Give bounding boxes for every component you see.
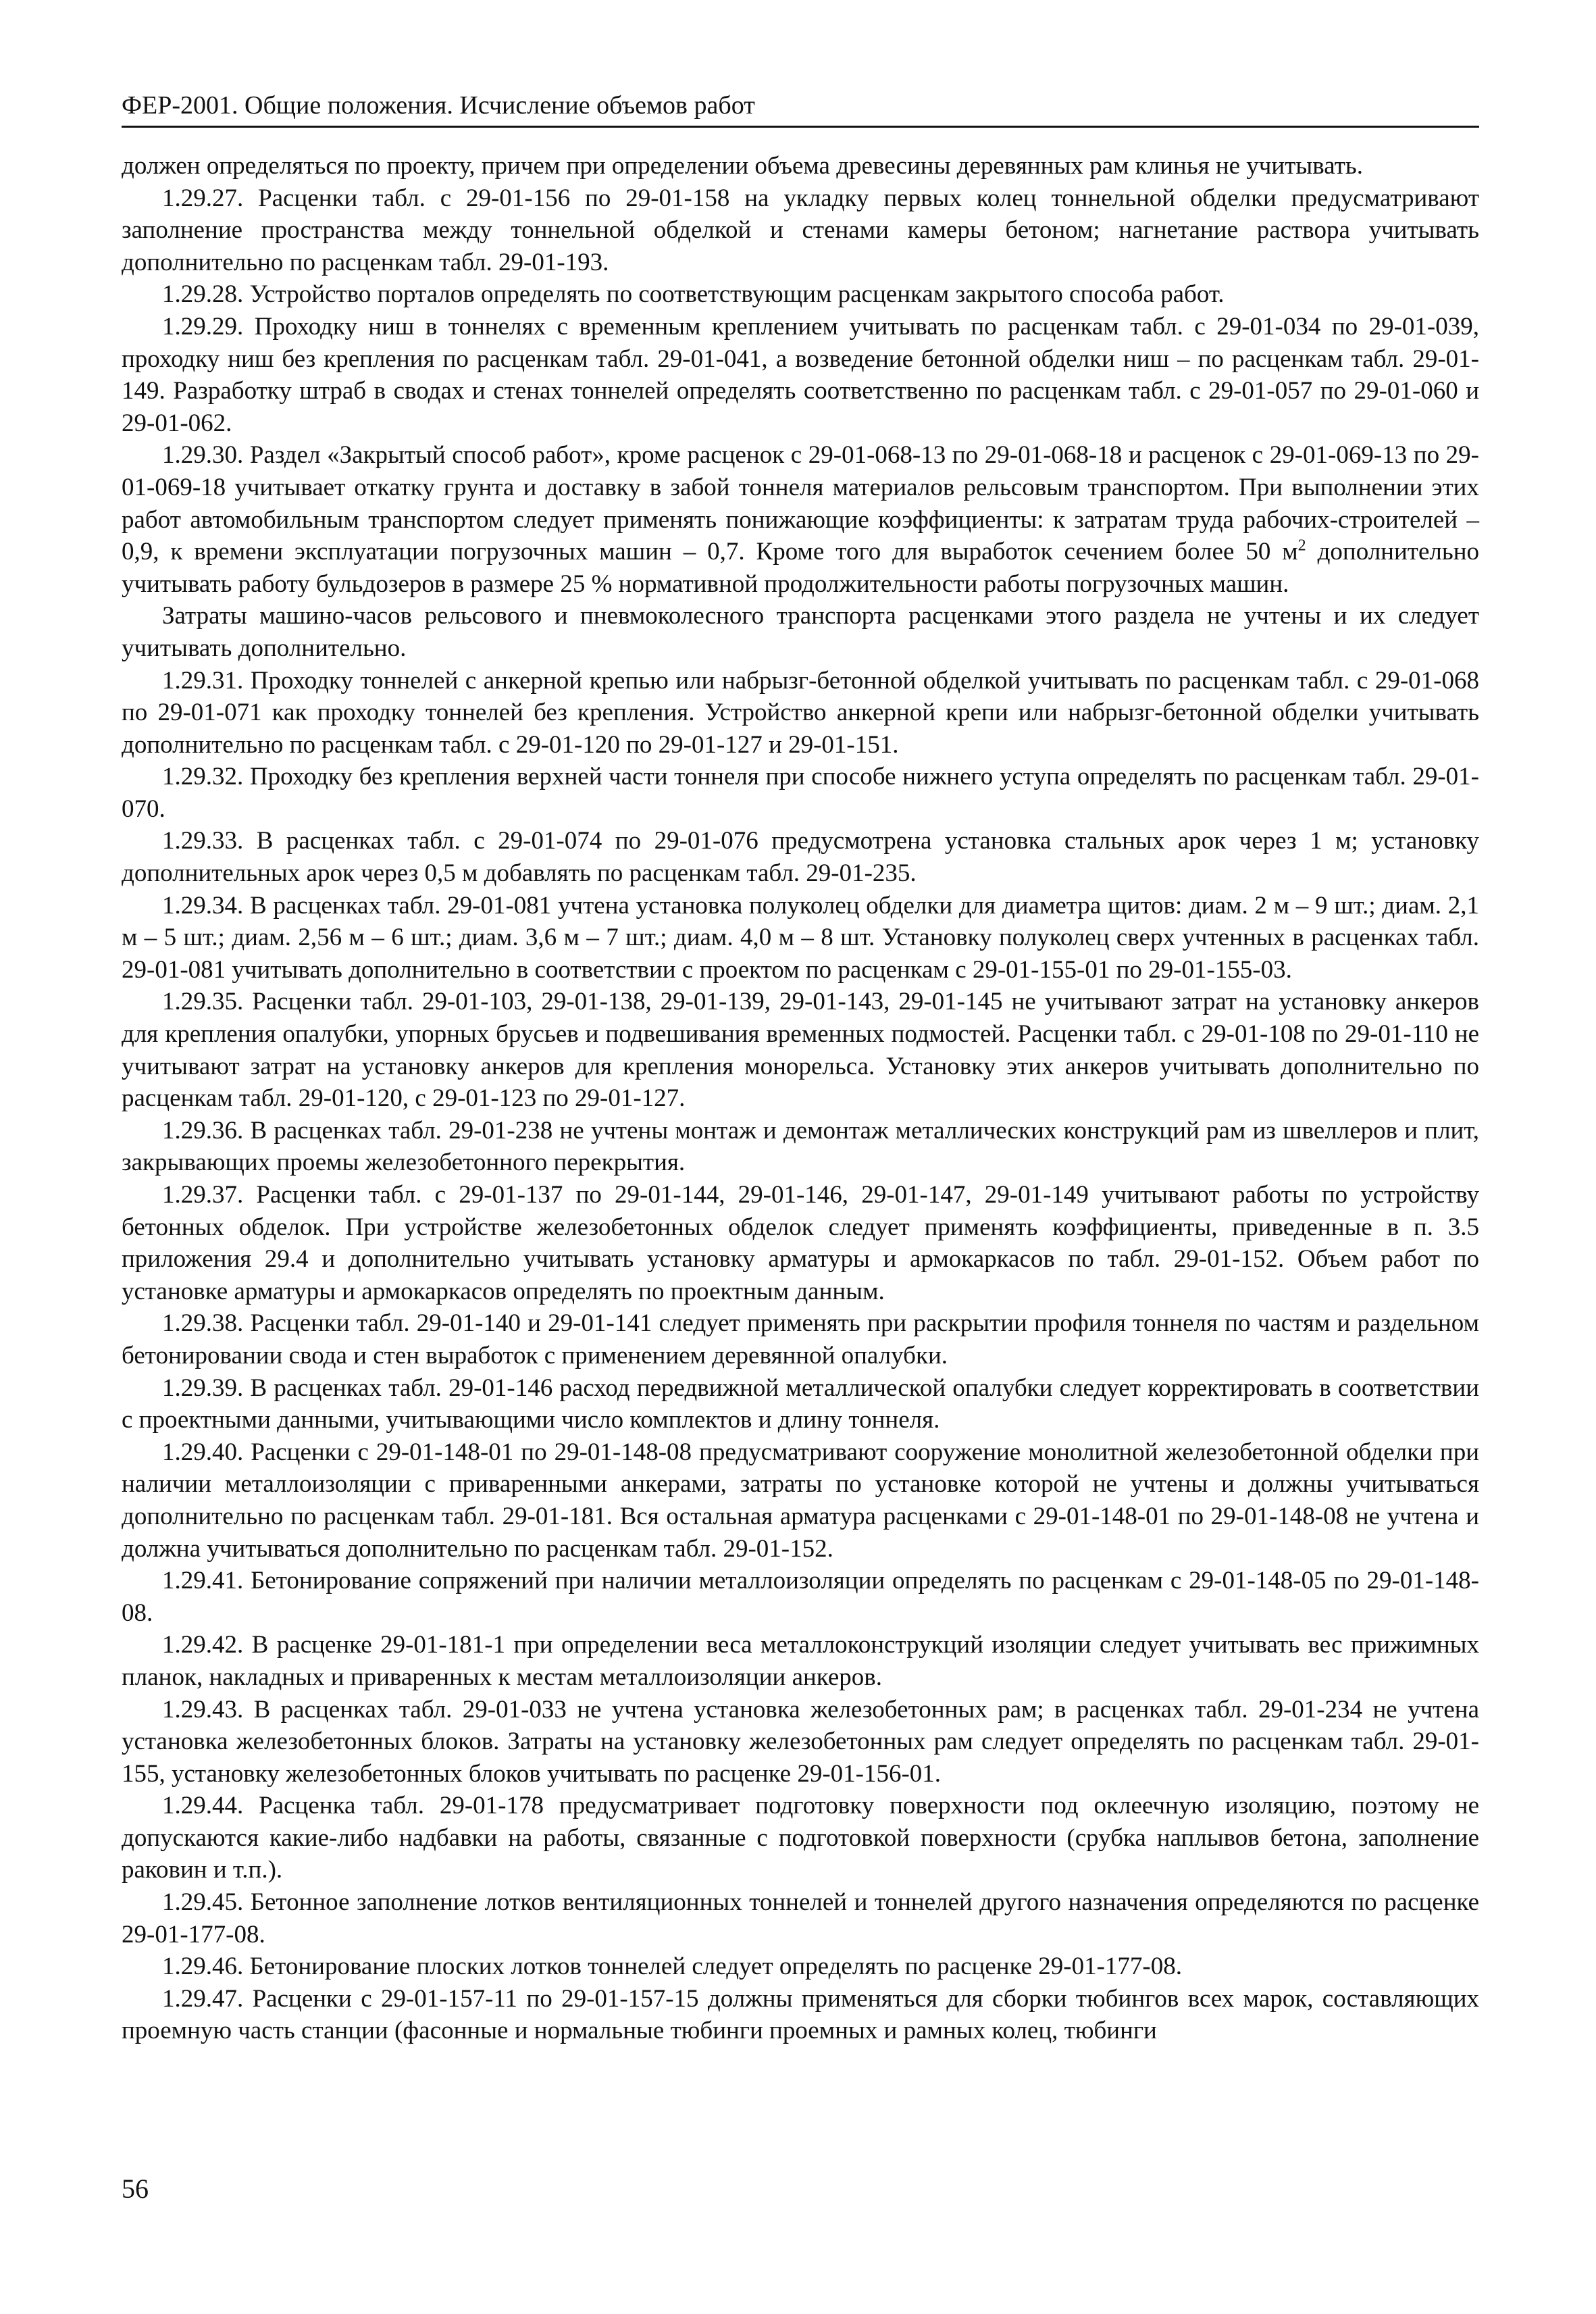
superscript: 2 — [1297, 536, 1306, 555]
page-body — [122, 150, 1479, 2047]
paragraph-1-29-30-cont — [122, 600, 1479, 664]
paragraph-text: 1.29.42. В расценке 29-01-181-1 при определении веса металлоконструкций изоляции следует учитывать вес прижимных планок, накладных и приваренных к местам металлоизоляции анкеров. — [122, 1631, 1479, 1691]
paragraph-1-29-46 — [122, 1951, 1479, 1983]
paragraph-1-29-28 — [122, 278, 1479, 311]
paragraph-text: 1.29.36. В расценках табл. 29-01-238 не учтены монтаж и демонтаж металлических конструкций рам из швеллеров и плит, закрывающих проемы железобетонного перекрытия. — [122, 1116, 1479, 1177]
paragraph-1-29-40 — [122, 1436, 1479, 1565]
paragraph-text: 1.29.39. В расценках табл. 29-01-146 расход передвижной металлической опалубки следует корректировать в соответствии с проектными данными, учитывающими число комплектов и длину тоннеля. — [122, 1374, 1479, 1434]
paragraph-text: 1.29.43. В расценках табл. 29-01-033 не учтена установка железобетонных рам; в расценках табл. 29-01-234 не учтена установка железобетонных блоков. Затраты на установку железобетонных рам следует определять по расценкам табл. 29-01-155, установку железобетонных блоков учитывать по расценке 29-01-156-01. — [122, 1695, 1479, 1788]
paragraph-1-29-35 — [122, 986, 1479, 1114]
paragraph-text: 1.29.37. Расценки табл. с 29-01-137 по 29-01-144, 29-01-146, 29-01-147, 29-01-149 учитывают работы по устройству бетонных обделок. При устройстве железобетонных обделок следует применять коэффициенты, приведенные в п. 3.5 приложения 29.4 и дополнительно учитывать установку арматуры и армокаркасов по табл. 29-01-152. Объем работ по установке арматуры и армокаркасов определять по проектным данным. — [122, 1181, 1479, 1305]
paragraph-text: 1.29.27. Расценки табл. с 29-01-156 по 29-01-158 на укладку первых колец тоннельной обделки предусматривают заполнение пространства между тоннельной обделкой и стенами камеры бетоном; нагнетание раствора учитывать дополнительно по расценкам табл. 29-01-193. — [122, 184, 1479, 276]
paragraph-text: 1.29.30. Раздел «Закрытый способ работ», кроме расценок с 29-01-068-13 по 29-01-068-18 и расценок с 29-01-069-13 по 29-01-069-18 учитывает откатку грунта и доставку в забой тоннеля материалов рельсовым транспортом. При выполнении этих работ автомобильным транспортом следует применять понижающие коэффициенты: к затратам труда рабочих-строителей – 0,9, к времени эксплуатации погрузочных машин – 0,7. Кроме того для выработок сечением более 50 м — [122, 441, 1479, 566]
paragraph-1-29-30 — [122, 439, 1479, 600]
paragraph-text: 1.29.46. Бетонирование плоских лотков тоннелей следует определять по расценке 29-01-177-08. — [162, 1953, 1182, 1981]
paragraph-text: 1.29.34. В расценках табл. 29-01-081 учтена установка полуколец обделки для диаметра щитов: диам. 2 м – 9 шт.; диам. 2,1 м – 5 шт.; диам. 2,56 м – 6 шт.; диам. 3,6 м – 7 шт.; диам. 4,0 м – 8 шт. Установку полуколец сверх учтенных в расценках табл. 29-01-081 учитывать дополнительно в соответствии с проектом по расценкам с 29-01-155-01 по 29-01-155-03. — [122, 891, 1479, 984]
paragraph-text: 1.29.47. Расценки с 29-01-157-11 по 29-01-157-15 должны применяться для сборки тюбингов всех марок, составляющих проемную часть станции (фасонные и нормальные тюбинги проемных и рамных колец, тюбинги — [122, 1984, 1479, 2045]
paragraph-1-29-32 — [122, 761, 1479, 825]
paragraph-1-29-44 — [122, 1790, 1479, 1886]
page-header — [122, 88, 1479, 128]
paragraph-text: 1.29.33. В расценках табл. с 29-01-074 по 29-01-076 предусмотрена установка стальных арок через 1 м; установку дополнительных арок через 0,5 м добавлять по расценкам табл. 29-01-235. — [122, 827, 1479, 888]
paragraph-text: 1.29.32. Проходку без крепления верхней части тоннеля при способе нижнего уступа определять по расценкам табл. 29-01-070. — [122, 763, 1479, 823]
paragraph-1-29-38 — [122, 1307, 1479, 1372]
paragraph-1-29-33 — [122, 825, 1479, 889]
paragraph-text: должен определяться по проекту, причем при определении объема древесины деревянных рам клинья не учитывать. — [122, 152, 1363, 180]
paragraph-text: 1.29.29. Проходку ниш в тоннелях с временным креплением учитывать по расценкам табл. с 29-01-034 по 29-01-039, проходку ниш без крепления по расценкам табл. 29-01-041, а возведение бетонной обделки ниш – по расценкам табл. 29-01-149. Разработку штраб в сводах и стенах тоннелей определять соответственно по расценкам табл. с 29-01-057 по 29-01-060 и 29-01-062. — [122, 312, 1479, 437]
paragraph-text: 1.29.41. Бетонирование сопряжений при наличии металлоизоляции определять по расценкам с 29-01-148-05 по 29-01-148-08. — [122, 1567, 1479, 1627]
paragraph-1-29-41 — [122, 1565, 1479, 1629]
paragraph-1-29-34 — [122, 890, 1479, 986]
paragraph-1-29-29 — [122, 311, 1479, 439]
paragraph-1-29-43 — [122, 1694, 1479, 1790]
paragraph-1-29-45 — [122, 1886, 1479, 1951]
paragraph-1-29-27 — [122, 182, 1479, 279]
paragraph-1-29-47 — [122, 1983, 1479, 2047]
paragraph-text: 1.29.45. Бетонное заполнение лотков вентиляционных тоннелей и тоннелей другого назначения определяются по расценке 29-01-177-08. — [122, 1888, 1479, 1948]
paragraph-text: 1.29.31. Проходку тоннелей с анкерной крепью или набрызг-бетонной обделкой учитывать по расценкам табл. с 29-01-068 по 29-01-071 как проходку тоннелей без крепления. Устройство анкерной крепи или набрызг-бетонной обделки учитывать дополнительно по расценкам табл. с 29-01-120 по 29-01-127 и 29-01-151. — [122, 666, 1479, 759]
paragraph-text: 1.29.35. Расценки табл. 29-01-103, 29-01-138, 29-01-139, 29-01-143, 29-01-145 не учитывают затрат на установку анкеров для крепления опалубки, упорных брусьев и подвешивания временных подмостей. Расценки табл. с 29-01-108 по 29-01-110 не учитывают затрат на установку анкеров для крепления монорельса. Установку этих анкеров учитывать дополнительно по расценкам табл. 29-01-120, с 29-01-123 по 29-01-127. — [122, 988, 1479, 1113]
paragraph-1-29-31 — [122, 665, 1479, 761]
paragraph-1-29-36 — [122, 1115, 1479, 1179]
paragraph-text: 1.29.38. Расценки табл. 29-01-140 и 29-01-141 следует применять при раскрытии профиля тоннеля по частям и раздельном бетонировании свода и стен выработок с применением деревянной опалубки. — [122, 1309, 1479, 1369]
paragraph-1-29-42 — [122, 1629, 1479, 1693]
paragraph-continuation — [122, 150, 1479, 182]
paragraph-text: 1.29.44. Расценка табл. 29-01-178 предусматривает подготовку поверхности под оклеечную изоляцию, поэтому не допускаются какие-либо надбавки на работы, связанные с подготовкой поверхности (срубка наплывов бетона, заполнение раковин и т.п.). — [122, 1792, 1479, 1884]
paragraph-1-29-39 — [122, 1372, 1479, 1436]
paragraph-text: 1.29.40. Расценки с 29-01-148-01 по 29-01-148-08 предусматривают сооружение монолитной железобетонной обделки при наличии металлоизоляции с приваренными анкерами, затраты по установке которой не учтены и должны учитываться дополнительно по расценкам табл. 29-01-181. Вся остальная арматура расценками с 29-01-148-01 по 29-01-148-08 не учтена и должна учитываться дополнительно по расценкам табл. 29-01-152. — [122, 1438, 1479, 1563]
paragraph-text: Затраты машино-часов рельсового и пневмоколесного транспорта расценками этого раздела не учтены и их следует учитывать дополнительно. — [122, 602, 1479, 662]
page-header-title: ФЕР-2001. Общие положения. Исчисление объемов работ — [122, 91, 755, 120]
paragraph-text: 1.29.28. Устройство порталов определять по соответствующим расценкам закрытого способа работ. — [162, 280, 1225, 309]
paragraph-1-29-37 — [122, 1179, 1479, 1307]
page-number: 56 — [122, 2173, 149, 2204]
paragraph-text-tail: дополнительно учитывать работу бульдозеров в размере 25 % нормативной продолжительности работы погрузочных машин. — [122, 538, 1480, 598]
